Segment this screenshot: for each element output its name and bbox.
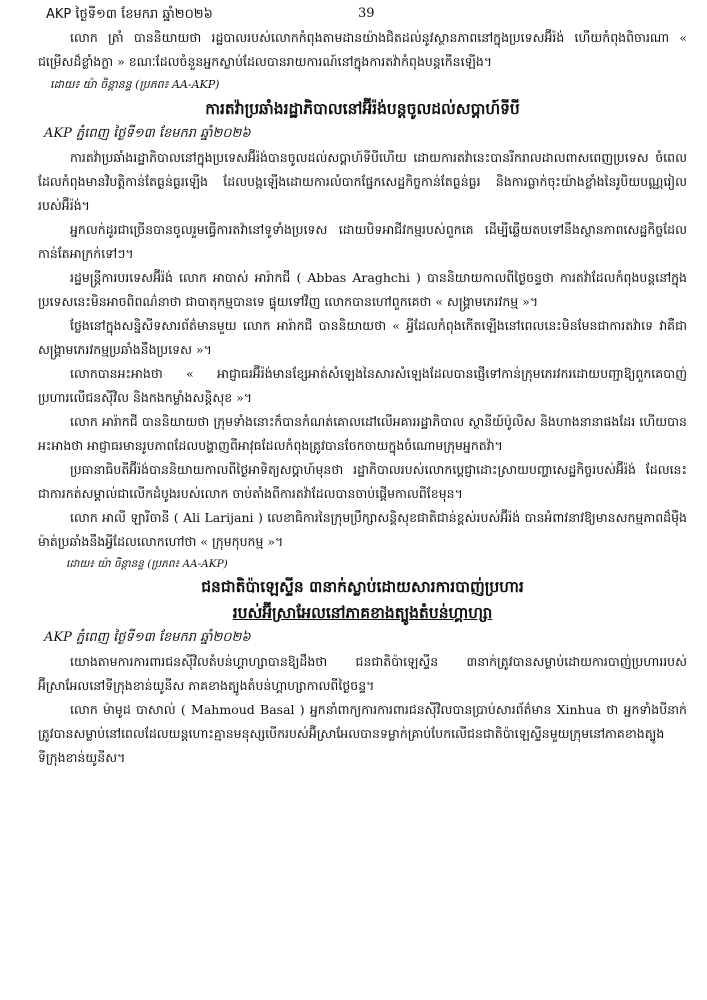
article2-paragraph: ប្រធានាធិបតីអ៊ីរ៉ង់បាននិយាយកាលពីថ្ងៃអាទិត្យសប្តាហ៍មុនថា រដ្ឋាភិបាលរបស់លោកប្តេជ្ញាដោះស្រាយបញ្ហាសេដ្ឋកិច្ចរបស់អ៊ីរ៉ង់ ដែលនេះជាការកត់សម្គាល់ជាលើកដំបូងរបស់លោក ចាប់តាំងពីការតវ៉ាដែលបានចាប់ផ្តើមកាលពីខែមុន។	[38, 462, 687, 501]
page-number: 39	[358, 6, 375, 21]
article3-dateline: AKP ភ្នំពេញ ថ្ងៃទី១៣ ខែមករា ឆ្នាំ២០២៦	[44, 630, 251, 645]
article2-dateline: AKP ភ្នំពេញ ថ្ងៃទី១៣ ខែមករា ឆ្នាំ២០២៦	[44, 126, 251, 141]
article2-paragraph: ថ្លែងនៅក្នុងសន្និសីទសារព័ត៌មានមួយ លោក អារ៉ាកជី បាននិយាយថា « អ្វីដែលកំពុងកើតឡើងនៅពេលនេះមិនមែនជាការតវ៉ាទេ វាគឺជាសង្គ្រាមភេរវកម្មប្រឆាំងនឹងប្រទេស »។	[38, 318, 687, 357]
article2-paragraph: លោកបានអះអាងថា « អាជ្ញាធរអ៊ីរ៉ង់មានខ្សែអាត់សំឡេងនៃសារសំឡេងដែលបានផ្ញើទៅកាន់ក្រុមភេរវករដោយបញ្ជាឱ្យពួកគេបាញ់ប្រហារលើជនស៊ីវិល និងកងកម្លាំងសន្តិសុខ »។	[38, 366, 687, 405]
byline: ដោយ៖ យ៉ា ចិន្តានន្ទ (ប្រភព៖ AA-AKP)	[50, 78, 220, 91]
article2-paragraph: រដ្ឋមន្ត្រីការបរទេសអ៊ីរ៉ង់ លោក អាបាស់ អារ៉ាកជី ( Abbas Araghchi ) បាននិយាយកាលពីថ្ងៃចន្ទថា ការតវ៉ាដែលកំពុងបន្តនៅក្នុងប្រទេសនេះមិនអាចពិពណ៌នាថា ជាបាតុកម្មបានទេ ផ្ទុយទៅវិញ លោកបានហៅពួកគេថា « សង្គ្រាមភេរវកម្ម »។	[38, 270, 687, 309]
article2-paragraph: អ្នកលក់ដូរជាច្រើនបានចូលរួមធ្វើការតវ៉ានៅទូទាំងប្រទេស ដោយបិទអាជីវកម្មរបស់ពួកគេ ដើម្បីឆ្លើយតបទៅនឹងស្ថានភាពសេដ្ឋកិច្ចដែលកាន់តែអាក្រក់ទៅៗ។	[38, 222, 687, 261]
page-header	[38, 4, 687, 26]
article1-byline	[38, 72, 687, 96]
article2-paragraph: លោក អាលី ឡារីចានី ( Ali Larijani ) លេខាធិការនៃក្រុមប្រឹក្សាសន្តិសុខជាតិជាន់ខ្ពស់របស់អ៊ីរ៉ង់ បានអំពាវនាវឱ្យមានសកម្មភាពដ៏ម៉ឺងម៉ាត់ប្រឆាំងនឹងអ្វីដែលលោកហៅថា « ក្រុមកុបកម្ម »។	[38, 510, 687, 549]
article3-paragraph: យោងតាមការការពារជនស៊ីវិលតំបន់ហ្គាហ្សាបានឱ្យដឹងថា ជនជាតិប៉ាឡេស្ទីន ៣នាក់ត្រូវបានសម្លាប់ដោយការបាញ់ប្រហាររបស់អ៊ីស្រាអែលនៅទីក្រុងខាន់យូនីស ភាគខាងត្បូងតំបន់ហ្គាហ្សាកាលពីថ្ងៃចន្ទ។	[38, 654, 687, 693]
article3-headline-line2: របស់អ៊ីស្រាអែលនៅភាគខាងត្បូងតំបន់ហ្គាហ្សា	[232, 603, 493, 622]
article2-paragraph: ការតវ៉ាប្រឆាំងរដ្ឋាភិបាលនៅក្នុងប្រទេសអ៊ីរ៉ង់បានចូលដល់សប្តាហ៍ទីបីហើយ ដោយការតវ៉ានេះបានរីករាលដាលពាសពេញប្រទេស ចំពេលដែលកំពុងមានវិបត្តិកាន់តែធ្ងន់ធ្ងរឡើង ដែលបង្កឡើងដោយការលំបាកផ្នែកសេដ្ឋកិច្ចកាន់តែធ្ងន់ធ្ងរ និងការធ្លាក់ចុះយ៉ាងខ្លាំងនៃរូបិយបណ្ណរៀលរបស់អ៊ីរ៉ង់។	[38, 150, 687, 213]
article2-byline: ដោយ៖ យ៉ា ចិន្តានន្ទ (ប្រភព៖ AA-AKP)	[66, 558, 228, 570]
article1-tail-paragraph: លោក ត្រាំ បាននិយាយថា រដ្ឋបាលរបស់លោកកំពុងតាមដានយ៉ាងជិតដល់នូវស្ថានភាពនៅក្នុងប្រទេសអ៊ីរ៉ង់ ហើយកំពុងពិចារណា « ជម្រើសដ៏ខ្លាំងក្លា » ខណៈដែលចំនួនអ្នកស្លាប់ដែលបានរាយការណ៍នៅក្នុងការតវ៉ាកំពុងបន្តកើនឡើង។	[38, 30, 687, 69]
article3-headline-line1: ជនជាតិប៉ាឡេស្ទីន ៣នាក់ស្លាប់ដោយសារការបាញ់ប្រហារ	[201, 577, 524, 596]
article3-paragraph: លោក ម៉ាមូដ បាសាល់ ( Mahmoud Basal ) អ្នកនាំពាក្យការការពារជនស៊ីវិលបានប្រាប់សារព័ត៌មាន Xinhua ថា អ្នកទាំងបីនាក់ត្រូវបានសម្លាប់នៅពេលដែលយន្តហោះគ្មានមនុស្សបើករបស់អ៊ីស្រាអែលបានទម្លាក់គ្រាប់បែកលើជនជាតិប៉ាឡេស្ទីនមួយក្រុមនៅភាគខាងត្បូងទីក្រុងខាន់យូនីស។	[38, 702, 687, 765]
article2-paragraph: លោក អារ៉ាកជី បាននិយាយថា ក្រុមទាំងនោះក៏បានកំណត់គោលដៅលើអគាររដ្ឋាភិបាល ស្ថានីយ៍ប៉ូលិស និងហាងនានាផងដែរ ហើយបានអះអាងថា អាជ្ញាធរមានរូបភាពដែលបង្ហាញពីអាវុធដែលកំពុងត្រូវបានចែកចាយក្នុងចំណោមក្រុមអ្នកតវ៉ា។	[38, 414, 687, 453]
article2-headline: ការតវ៉ាប្រឆាំងរដ្ឋាភិបាលនៅអ៊ីរ៉ង់បន្តចូលដល់សប្តាហ៍ទីបី	[205, 99, 520, 118]
header-outlet-date: AKP ថ្ងៃទី១៣ ខែមករា ឆ្នាំ២០២៦	[46, 7, 213, 22]
